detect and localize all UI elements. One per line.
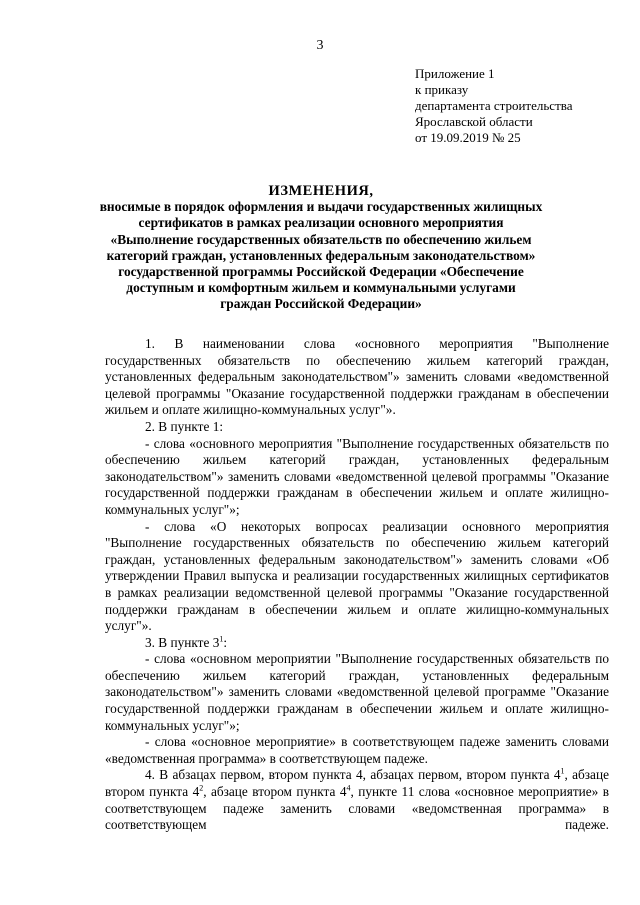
title-heading: ИЗМЕНЕНИЯ, [268, 183, 374, 199]
paragraph-7: - слова «основное мероприятие» в соответствующем падеже заменить словами «ведомственная программа» в соответствующем падеже. [105, 734, 609, 766]
paragraph-8-text: 4. В абзацах первом, втором пункта 4, абзацах первом, втором пункта 4 [145, 767, 561, 783]
paragraph-8 [105, 767, 609, 833]
appendix-line: Ярославской области [415, 114, 533, 129]
paragraph-1: 1. В наименовании слова «основного мероприятия "Выполнение государственных обязательств по обеспечению жильем категорий граждан, установленных федеральным законодательством"» заменить словами «ведомственной целевой программы "Оказание государственной поддержки гражданам в обеспечении жильем и оплате жилищно-коммунальных услуг"». [105, 336, 609, 418]
title-line: «Выполнение государственных обязательств по обеспечению жильем [110, 231, 532, 247]
superscript: 4 [346, 783, 351, 793]
title-line: государственной программы Российской Федерации «Обеспечение [118, 264, 524, 280]
superscript: 1 [219, 634, 224, 644]
document-body [105, 336, 609, 834]
appendix-line: к приказу [415, 82, 469, 97]
paragraph-8-text: , пункте 11 слова «основное мероприятие» в соответствующем падеже заменить словами «ведомственная программа» в соответствующем падеже. [105, 784, 609, 833]
appendix-line: Приложение 1 [415, 66, 495, 81]
appendix-header [415, 66, 573, 146]
title-line: граждан Российской Федерации» [220, 296, 422, 312]
paragraph-5-text: : [223, 634, 228, 650]
paragraph-2: 2. В пункте 1: [145, 418, 224, 434]
page-number: 3 [316, 38, 324, 53]
paragraph-4: - слова «О некоторых вопросах реализации основного мероприятия "Выполнение государственных обязательств по обеспечению жильем категорий граждан, установленных федеральным законодательством"» заменить словами «Об утверждении Правил выпуска и реализации государственных жилищных сертификатов в рамках реализации ведомственной целевой программы "Оказание государственной поддержки гражданам в обеспечении жильем и оплате жилищно-коммунальных услуг"». [105, 518, 609, 634]
document-title [90, 183, 552, 313]
title-line: категорий граждан, установленных федеральным законодательством» [106, 247, 536, 263]
superscript: 1 [560, 767, 565, 777]
superscript: 2 [199, 783, 204, 793]
paragraph-8-text: , абзаце втором пункта 4 [203, 784, 347, 800]
paragraph-5 [105, 635, 609, 652]
appendix-line: департамента строительства [415, 98, 573, 113]
title-line: доступным и комфортным жильем и коммунальными услугами [126, 280, 516, 296]
paragraph-3: - слова «основного мероприятия "Выполнение государственных обязательств по обеспечению жильем категорий граждан, установленных федеральным законодательством"» заменить словами «ведомственной целевой программы "Оказание государственной поддержки гражданам в обеспечении жильем и оплате жилищно-коммунальных услуг"»; [105, 435, 609, 517]
paragraph-8-text: , абзаце втором пункта 4 [105, 767, 609, 800]
title-line: вносимые в порядок оформления и выдачи государственных жилищных [99, 199, 543, 215]
appendix-line: от 19.09.2019 № 25 [415, 130, 521, 145]
paragraph-6: - слова «основном мероприятии "Выполнение государственных обязательств по обеспечению жильем категорий граждан, установленных федеральным законодательством"» заменить словами «ведомственной целевой программе "Оказание государственной поддержки гражданам в обеспечении жильем и оплате жилищно-коммунальных услуг"»; [105, 651, 609, 733]
paragraph-5-text: 3. В пункте 3 [145, 634, 220, 650]
title-line: сертификатов в рамках реализации основного мероприятия [138, 215, 504, 231]
